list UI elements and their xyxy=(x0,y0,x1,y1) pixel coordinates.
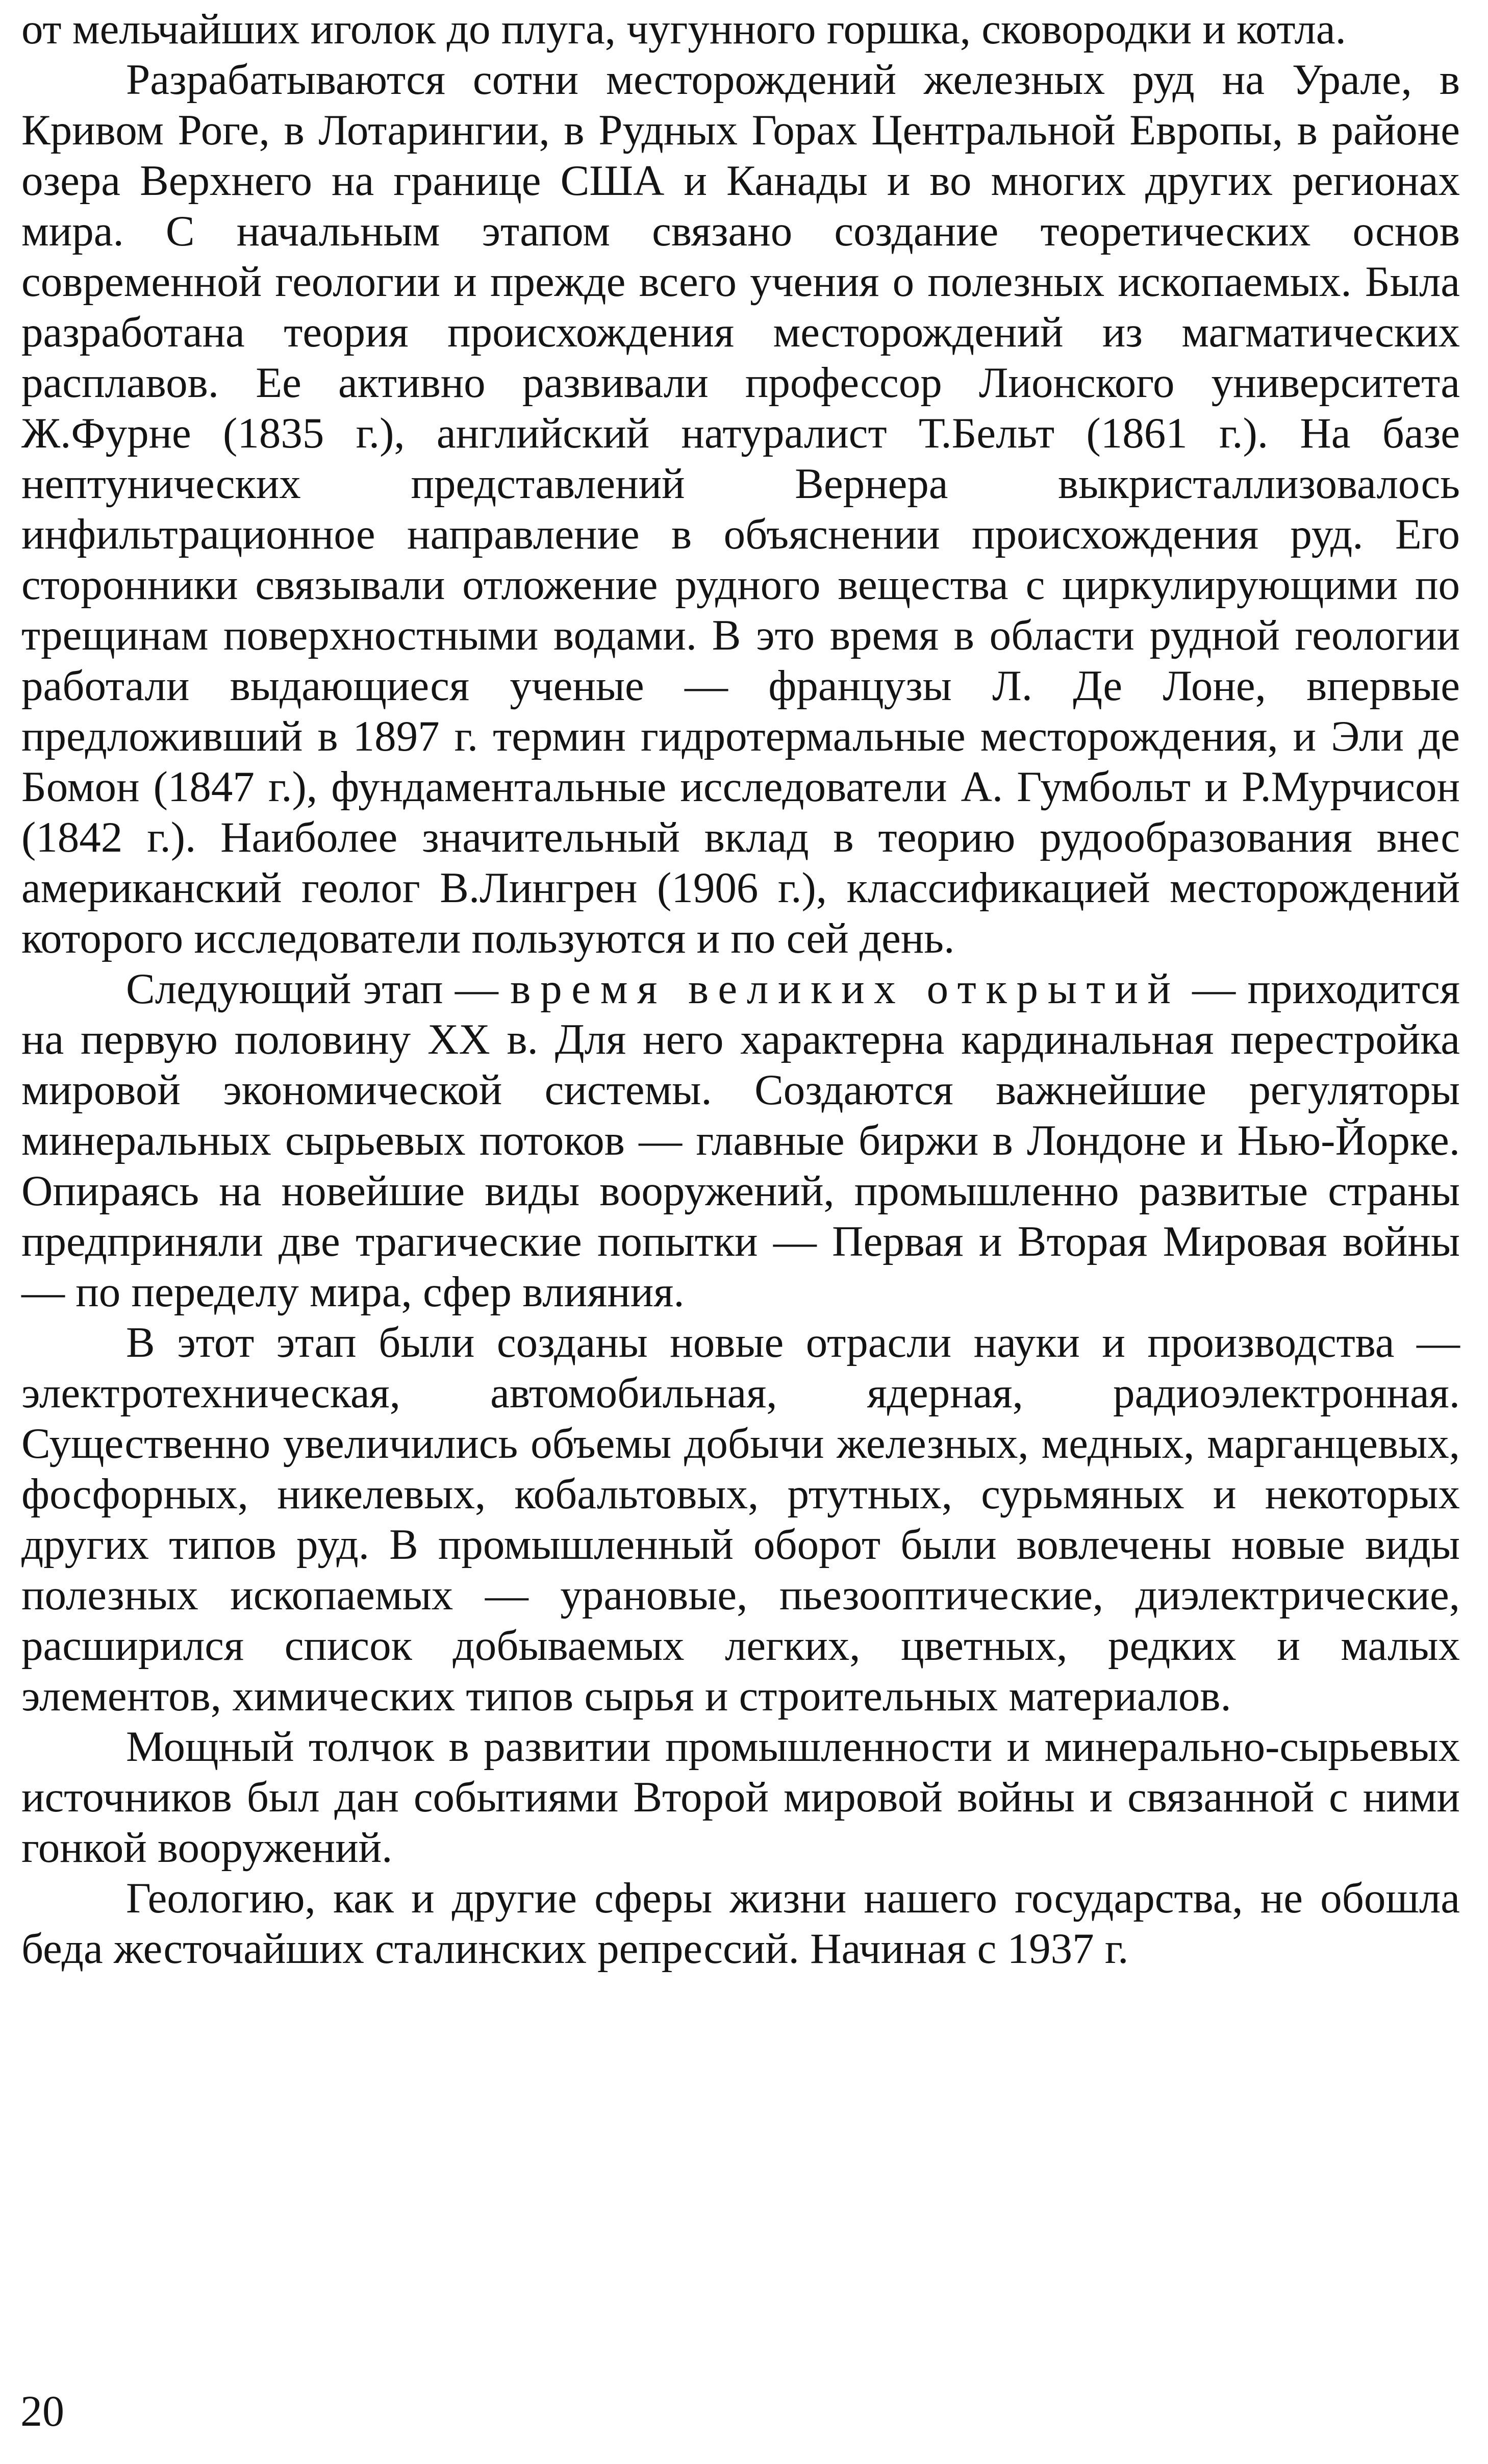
paragraph-great-discoveries-lead: Следующий этап — xyxy=(126,965,511,1013)
paragraph-continuation: от мельчайших иголок до плуга, чугунного горшка, сковородки и котла. xyxy=(21,5,1346,53)
emphasized-phrase: время великих открытий xyxy=(510,965,1180,1013)
paragraph-great-discoveries-rest: — приходится на первую половину XX в. Для него характерна кардинальная перестройка мировой экономической системы. Создаются важнейшие регуляторы минеральных сырьевых потоков — главные биржи в Лондоне и Нью-Йорке. Опираясь на новейшие виды вооружений, промышленно развитые страны предприняли две трагические попытки — Первая и Вторая Мировая войны — по переделу мира, сфер влияния. xyxy=(21,965,1460,1316)
page-body xyxy=(21,4,1460,1974)
paragraph-repressions: Геологию, как и другие сферы жизни нашего государства, не обошла беда жесточайших сталинских репрессий. Начиная с 1937 г. xyxy=(21,1874,1460,1973)
paragraph-great-discoveries xyxy=(21,964,1460,1317)
page-number: 20 xyxy=(20,2386,64,2435)
paragraph-ore-deposits: Разрабатываются сотни месторождений железных руд на Урале, в Кривом Роге, в Лотарингии, в Рудных Горах Центральной Европы, в районе озера Верхнего на границе США и Канады и во многих других регионах мира. С начальным этапом связано создание теоретических основ современной геологии и прежде всего учения о полезных ископаемых. Была разработана теория происхождения месторождений из магматических расплавов. Ее активно развивали профессор Лионского университета Ж.Фурне (1835 г.), английский натуралист Т.Бельт (1861 г.). На базе нептунических представлений Вернера выкристаллизовалось инфильтрационное направление в объяснении происхождения руд. Его сторонники связывали отложение рудного вещества с циркулирующими по трещинам поверхностными водами. В это время в области рудной геологии работали выдающиеся ученые — французы Л. Де Лоне, впервые предложивший в 1897 г. термин гидротермальные месторождения, и Эли де Бомон (1847 г.), фундаментальные исследователи А. Гумбольт и Р.Мурчисон (1842 г.). Наиболее значительный вклад в теорию рудообразования внес американский геолог В.Лингрен (1906 г.), классификацией месторождений которого исследователи пользуются и по сей день. xyxy=(21,56,1460,962)
paragraph-war-impetus: Мощный толчок в развитии промышленности и минерально-сырьевых источников был дан событиями Второй мировой войны и связанной с ними гонкой вооружений. xyxy=(21,1723,1460,1872)
paragraph-new-industries: В этот этап были созданы новые отрасли науки и производства — электротехническая, автомобильная, ядерная, радиоэлектронная. Существенно увеличились объемы добычи железных, медных, марганцевых, фосфорных, никелевых, кобальтовых, ртутных, сурьмяных и некоторых других типов руд. В промышленный оборот были вовлечены новые виды полезных ископаемых — урановые, пьезооптические, диэлектрические, расширился список добываемых легких, цветных, редких и малых элементов, химических типов сырья и строительных материалов. xyxy=(21,1318,1460,1720)
